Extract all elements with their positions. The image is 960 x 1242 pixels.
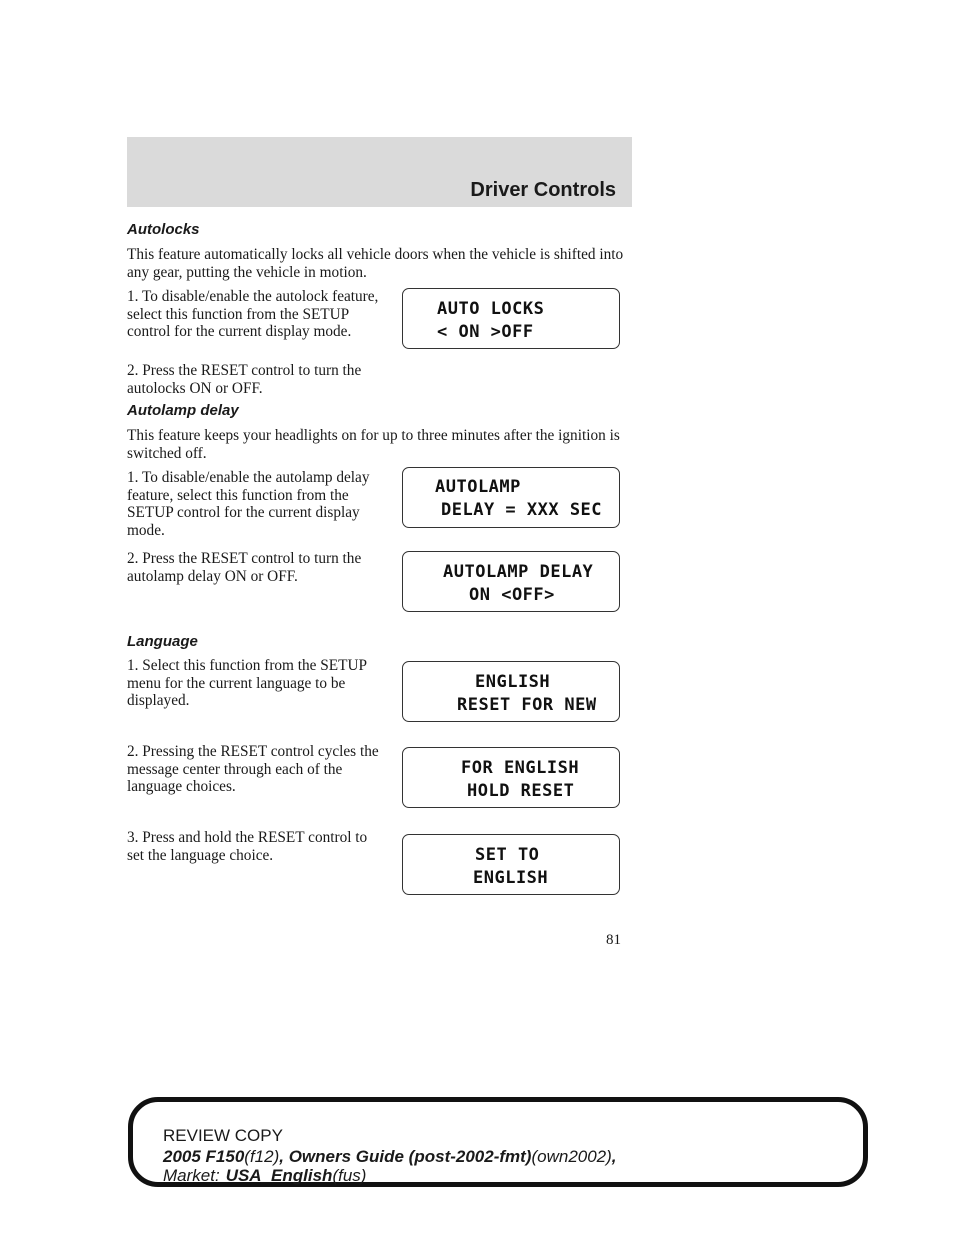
footer-model: 2005 F150 bbox=[163, 1147, 245, 1166]
display-line-2: RESET FOR NEW bbox=[457, 695, 597, 715]
section-title: Driver Controls bbox=[470, 179, 616, 201]
autolamp-step-1: 1. To disable/enable the autolamp delay feature, select this function from the SETUP control for the current display mode. bbox=[127, 469, 370, 539]
autolocks-step-1: 1. To disable/enable the autolock feature, select this function from the SETUP control for the current display mode. bbox=[127, 288, 379, 340]
language-display-2 bbox=[402, 747, 620, 808]
review-copy-label: REVIEW COPY bbox=[163, 1126, 283, 1145]
language-display-3 bbox=[402, 834, 620, 895]
display-line-2: ON <OFF> bbox=[469, 585, 555, 605]
display-line-2: < ON >OFF bbox=[437, 322, 534, 342]
footer-guide-code: (own2002) bbox=[531, 1147, 612, 1166]
autolamp-step-2: 2. Press the RESET control to turn the autolamp delay ON or OFF. bbox=[127, 550, 362, 585]
page-number: 81 bbox=[606, 932, 621, 948]
autolamp-display-1 bbox=[402, 467, 620, 528]
display-line-2: HOLD RESET bbox=[467, 781, 575, 801]
footer-market-code: (fus) bbox=[332, 1166, 367, 1185]
language-step-3: 3. Press and hold the RESET control to set the language choice. bbox=[127, 829, 368, 864]
footer-guide: , Owners Guide (post-2002-fmt) bbox=[279, 1147, 532, 1166]
section-header bbox=[127, 137, 632, 207]
footer-model-code: (f12) bbox=[244, 1147, 280, 1166]
display-line-1: AUTOLAMP bbox=[435, 477, 521, 497]
footer-market-line bbox=[163, 1166, 366, 1185]
autolocks-display bbox=[402, 288, 620, 349]
autolocks-heading: Autolocks bbox=[127, 221, 200, 238]
display-line-1: ENGLISH bbox=[475, 672, 551, 692]
footer-market: USA_English bbox=[225, 1166, 333, 1185]
display-line-1: AUTO LOCKS bbox=[437, 299, 545, 319]
autolamp-intro: This feature keeps your headlights on for up to three minutes after the ignition is switched off. bbox=[127, 427, 620, 462]
display-line-2: DELAY = XXX SEC bbox=[441, 500, 603, 520]
footer-market-label: Market: bbox=[163, 1166, 220, 1185]
footer-guide-line bbox=[163, 1147, 617, 1166]
autolamp-heading: Autolamp delay bbox=[127, 402, 239, 419]
display-line-2: ENGLISH bbox=[473, 868, 549, 888]
autolamp-display-2 bbox=[402, 551, 620, 612]
language-step-2: 2. Pressing the RESET control cycles the message center through each of the language choices. bbox=[127, 743, 379, 795]
language-display-1 bbox=[402, 661, 620, 722]
autolocks-step-2: 2. Press the RESET control to turn the autolocks ON or OFF. bbox=[127, 362, 362, 397]
language-heading: Language bbox=[127, 633, 198, 650]
footer-comma: , bbox=[611, 1147, 617, 1166]
display-line-1: FOR ENGLISH bbox=[461, 758, 580, 778]
display-line-1: AUTOLAMP DELAY bbox=[443, 562, 594, 582]
display-line-1: SET TO bbox=[475, 845, 540, 865]
language-step-1: 1. Select this function from the SETUP menu for the current language to be displayed. bbox=[127, 657, 367, 709]
autolocks-intro: This feature automatically locks all vehicle doors when the vehicle is shifted into any gear, putting the vehicle in motion. bbox=[127, 246, 624, 281]
